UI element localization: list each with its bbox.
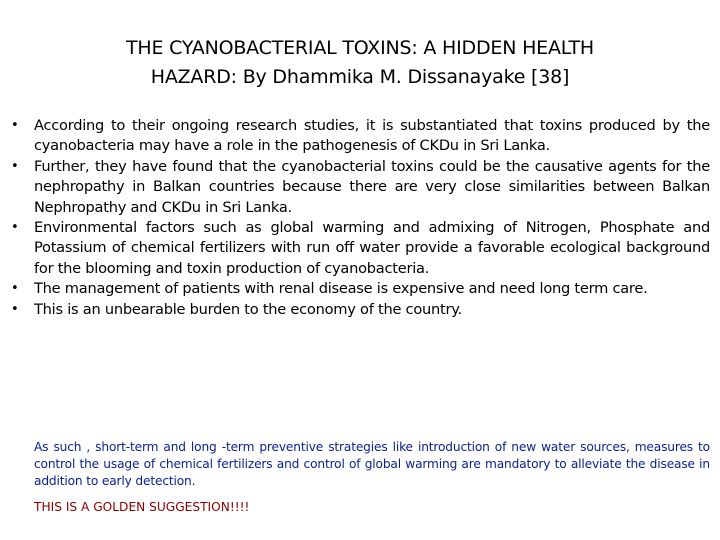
bullet-text: This is an unbearable burden to the economy of the country.	[34, 300, 462, 318]
title-line-1: THE CYANOBACTERIAL TOXINS: A HIDDEN HEALTH	[125, 37, 595, 59]
bullet-text: The management of patients with renal disease is expensive and need long term care.	[34, 280, 648, 298]
preventive-strategies-note: As such , short-term and long -term preventive strategies like introduction of new water sources, measures to control the usage of chemical fertilizers and control of global warming are mandatory to alleviate the disease in addition to early detection.	[34, 440, 710, 488]
bullet-icon: •	[11, 158, 19, 174]
bullet-list	[10, 116, 710, 320]
bullet-item	[10, 279, 710, 299]
bullet-item	[10, 218, 710, 279]
bullet-icon: •	[11, 301, 19, 317]
bullet-text: Further, they have found that the cyanobacterial toxins could be the causative agents for the nephropathy in Balkan countries because there are very close similarities between Balkan Nephropathy and CKDu in Sri Lanka.	[34, 157, 710, 216]
bullet-item	[10, 157, 710, 218]
title-line-2: HAZARD: By Dhammika M. Dissanayake [38]	[150, 66, 570, 88]
bullet-icon: •	[11, 118, 19, 133]
bullet-text: According to their ongoing research studies, it is substantiated that toxins produced by the cyanobacteria may have a role in the pathogenesis of CKDu in Sri Lanka.	[34, 117, 710, 155]
bullet-text: Environmental factors such as global warming and admixing of Nitrogen, Phosphate and Potassium of chemical fertilizers with run off water provide a favorable ecological background for the blooming and toxin production of cyanobacteria.	[34, 219, 710, 277]
bullet-item	[10, 300, 710, 320]
bullet-item	[10, 116, 710, 157]
bullet-icon: •	[11, 281, 19, 297]
slide-title	[20, 34, 700, 92]
bullet-icon: •	[11, 220, 19, 236]
golden-suggestion: THIS IS A GOLDEN SUGGESTION!!!!	[34, 500, 250, 514]
